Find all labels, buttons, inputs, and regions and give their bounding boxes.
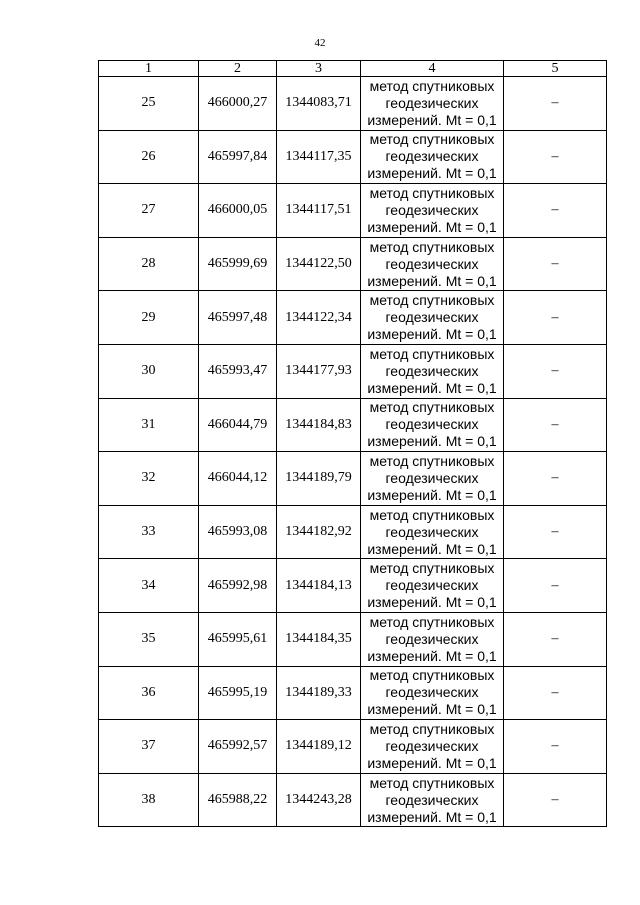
coordinate-y: 1344117,35 [277, 130, 361, 184]
method-line-3: измерений. Mt = 0,1 [367, 594, 497, 611]
method-line-2: геодезических [385, 362, 479, 379]
method-line-1: метод спутниковых [369, 345, 495, 362]
measurement-method [361, 559, 504, 613]
point-number: 34 [99, 559, 199, 613]
measurement-method [361, 184, 504, 238]
table-row [99, 773, 607, 827]
coordinate-x: 465992,98 [199, 559, 277, 613]
coordinate-x: 465999,69 [199, 237, 277, 291]
header-col-5: 5 [504, 61, 607, 77]
measurement-method [361, 666, 504, 720]
method-line-1: метод спутниковых [369, 720, 495, 737]
note-cell: – [504, 452, 607, 506]
note-cell: – [504, 291, 607, 345]
coordinate-x: 465988,22 [199, 773, 277, 827]
header-row [99, 61, 607, 77]
table-row [99, 398, 607, 452]
note-cell: – [504, 773, 607, 827]
method-line-3: измерений. Mt = 0,1 [367, 486, 497, 503]
method-line-3: измерений. Mt = 0,1 [367, 379, 497, 396]
coordinate-x: 466044,12 [199, 452, 277, 506]
header-col-4: 4 [361, 61, 504, 77]
method-line-1: метод спутниковых [369, 399, 495, 416]
measurement-method [361, 773, 504, 827]
table-row [99, 184, 607, 238]
header-col-1: 1 [99, 61, 199, 77]
method-line-3: измерений. Mt = 0,1 [367, 808, 497, 825]
table-row [99, 452, 607, 506]
measurement-method [361, 720, 504, 774]
method-line-1: метод спутниковых [369, 184, 495, 201]
point-number: 35 [99, 612, 199, 666]
coordinate-y: 1344083,71 [277, 77, 361, 131]
note-cell: – [504, 184, 607, 238]
point-number: 29 [99, 291, 199, 345]
coordinate-y: 1344243,28 [277, 773, 361, 827]
point-number: 27 [99, 184, 199, 238]
method-line-1: метод спутниковых [369, 613, 495, 630]
note-cell: – [504, 130, 607, 184]
method-line-2: геодезических [385, 201, 479, 218]
header-col-2: 2 [199, 61, 277, 77]
method-line-1: метод спутниковых [369, 77, 495, 94]
method-line-2: геодезических [385, 523, 479, 540]
method-line-3: измерений. Mt = 0,1 [367, 326, 497, 343]
point-number: 37 [99, 720, 199, 774]
point-number: 25 [99, 77, 199, 131]
point-number: 33 [99, 505, 199, 559]
table-row [99, 130, 607, 184]
method-line-1: метод спутниковых [369, 560, 495, 577]
coordinate-x: 466044,79 [199, 398, 277, 452]
table-row [99, 291, 607, 345]
method-line-1: метод спутниковых [369, 667, 495, 684]
table-row [99, 720, 607, 774]
method-line-2: геодезических [385, 791, 479, 808]
table-row [99, 344, 607, 398]
method-line-3: измерений. Mt = 0,1 [367, 111, 497, 128]
method-line-1: метод спутниковых [369, 238, 495, 255]
coordinate-y: 1344184,35 [277, 612, 361, 666]
measurement-method [361, 130, 504, 184]
measurement-method [361, 344, 504, 398]
note-cell: – [504, 666, 607, 720]
point-number: 32 [99, 452, 199, 506]
method-line-3: измерений. Mt = 0,1 [367, 647, 497, 664]
coordinates-table [98, 60, 607, 827]
coordinate-y: 1344122,50 [277, 237, 361, 291]
coordinate-x: 466000,05 [199, 184, 277, 238]
coordinate-y: 1344184,13 [277, 559, 361, 613]
table-row [99, 612, 607, 666]
table-body [99, 77, 607, 827]
note-cell: – [504, 237, 607, 291]
point-number: 31 [99, 398, 199, 452]
method-line-3: измерений. Mt = 0,1 [367, 218, 497, 235]
table-row [99, 505, 607, 559]
table-row [99, 559, 607, 613]
point-number: 30 [99, 344, 199, 398]
coordinate-x: 465995,61 [199, 612, 277, 666]
method-line-2: геодезических [385, 577, 479, 594]
measurement-method [361, 452, 504, 506]
table-row [99, 666, 607, 720]
note-cell: – [504, 612, 607, 666]
point-number: 38 [99, 773, 199, 827]
coordinate-y: 1344184,83 [277, 398, 361, 452]
method-line-1: метод спутниковых [369, 774, 495, 791]
coordinate-y: 1344122,34 [277, 291, 361, 345]
coordinate-x: 465993,08 [199, 505, 277, 559]
method-line-2: геодезических [385, 469, 479, 486]
point-number: 28 [99, 237, 199, 291]
method-line-1: метод спутниковых [369, 506, 495, 523]
method-line-2: геодезических [385, 630, 479, 647]
measurement-method [361, 398, 504, 452]
note-cell: – [504, 344, 607, 398]
method-line-3: измерений. Mt = 0,1 [367, 165, 497, 182]
method-line-3: измерений. Mt = 0,1 [367, 272, 497, 289]
coordinate-x: 465992,57 [199, 720, 277, 774]
method-line-1: метод спутниковых [369, 131, 495, 148]
method-line-3: измерений. Mt = 0,1 [367, 540, 497, 557]
measurement-method [361, 237, 504, 291]
point-number: 36 [99, 666, 199, 720]
coordinate-y: 1344189,12 [277, 720, 361, 774]
method-line-2: геодезических [385, 148, 479, 165]
method-line-2: геодезических [385, 94, 479, 111]
measurement-method [361, 291, 504, 345]
note-cell: – [504, 559, 607, 613]
method-line-2: геодезических [385, 416, 479, 433]
coordinate-y: 1344189,79 [277, 452, 361, 506]
measurement-method [361, 77, 504, 131]
coordinate-x: 465993,47 [199, 344, 277, 398]
coordinate-x: 465997,84 [199, 130, 277, 184]
method-line-1: метод спутниковых [369, 452, 495, 469]
page-number: 42 [314, 37, 326, 49]
method-line-3: измерений. Mt = 0,1 [367, 433, 497, 450]
coordinate-y: 1344117,51 [277, 184, 361, 238]
table-header [99, 61, 607, 77]
note-cell: – [504, 720, 607, 774]
note-cell: – [504, 398, 607, 452]
point-number: 26 [99, 130, 199, 184]
coordinate-x: 465997,48 [199, 291, 277, 345]
method-line-2: геодезических [385, 255, 479, 272]
method-line-1: метод спутниковых [369, 292, 495, 309]
coordinate-x: 466000,27 [199, 77, 277, 131]
measurement-method [361, 505, 504, 559]
coordinate-x: 465995,19 [199, 666, 277, 720]
method-line-2: геодезических [385, 737, 479, 754]
measurement-method [361, 612, 504, 666]
method-line-2: геодезических [385, 309, 479, 326]
table-row [99, 237, 607, 291]
method-line-2: геодезических [385, 684, 479, 701]
coordinate-y: 1344189,33 [277, 666, 361, 720]
header-col-3: 3 [277, 61, 361, 77]
coordinate-y: 1344177,93 [277, 344, 361, 398]
method-line-3: измерений. Mt = 0,1 [367, 701, 497, 718]
note-cell: – [504, 77, 607, 131]
coordinate-y: 1344182,92 [277, 505, 361, 559]
table-row [99, 77, 607, 131]
note-cell: – [504, 505, 607, 559]
method-line-3: измерений. Mt = 0,1 [367, 754, 497, 771]
